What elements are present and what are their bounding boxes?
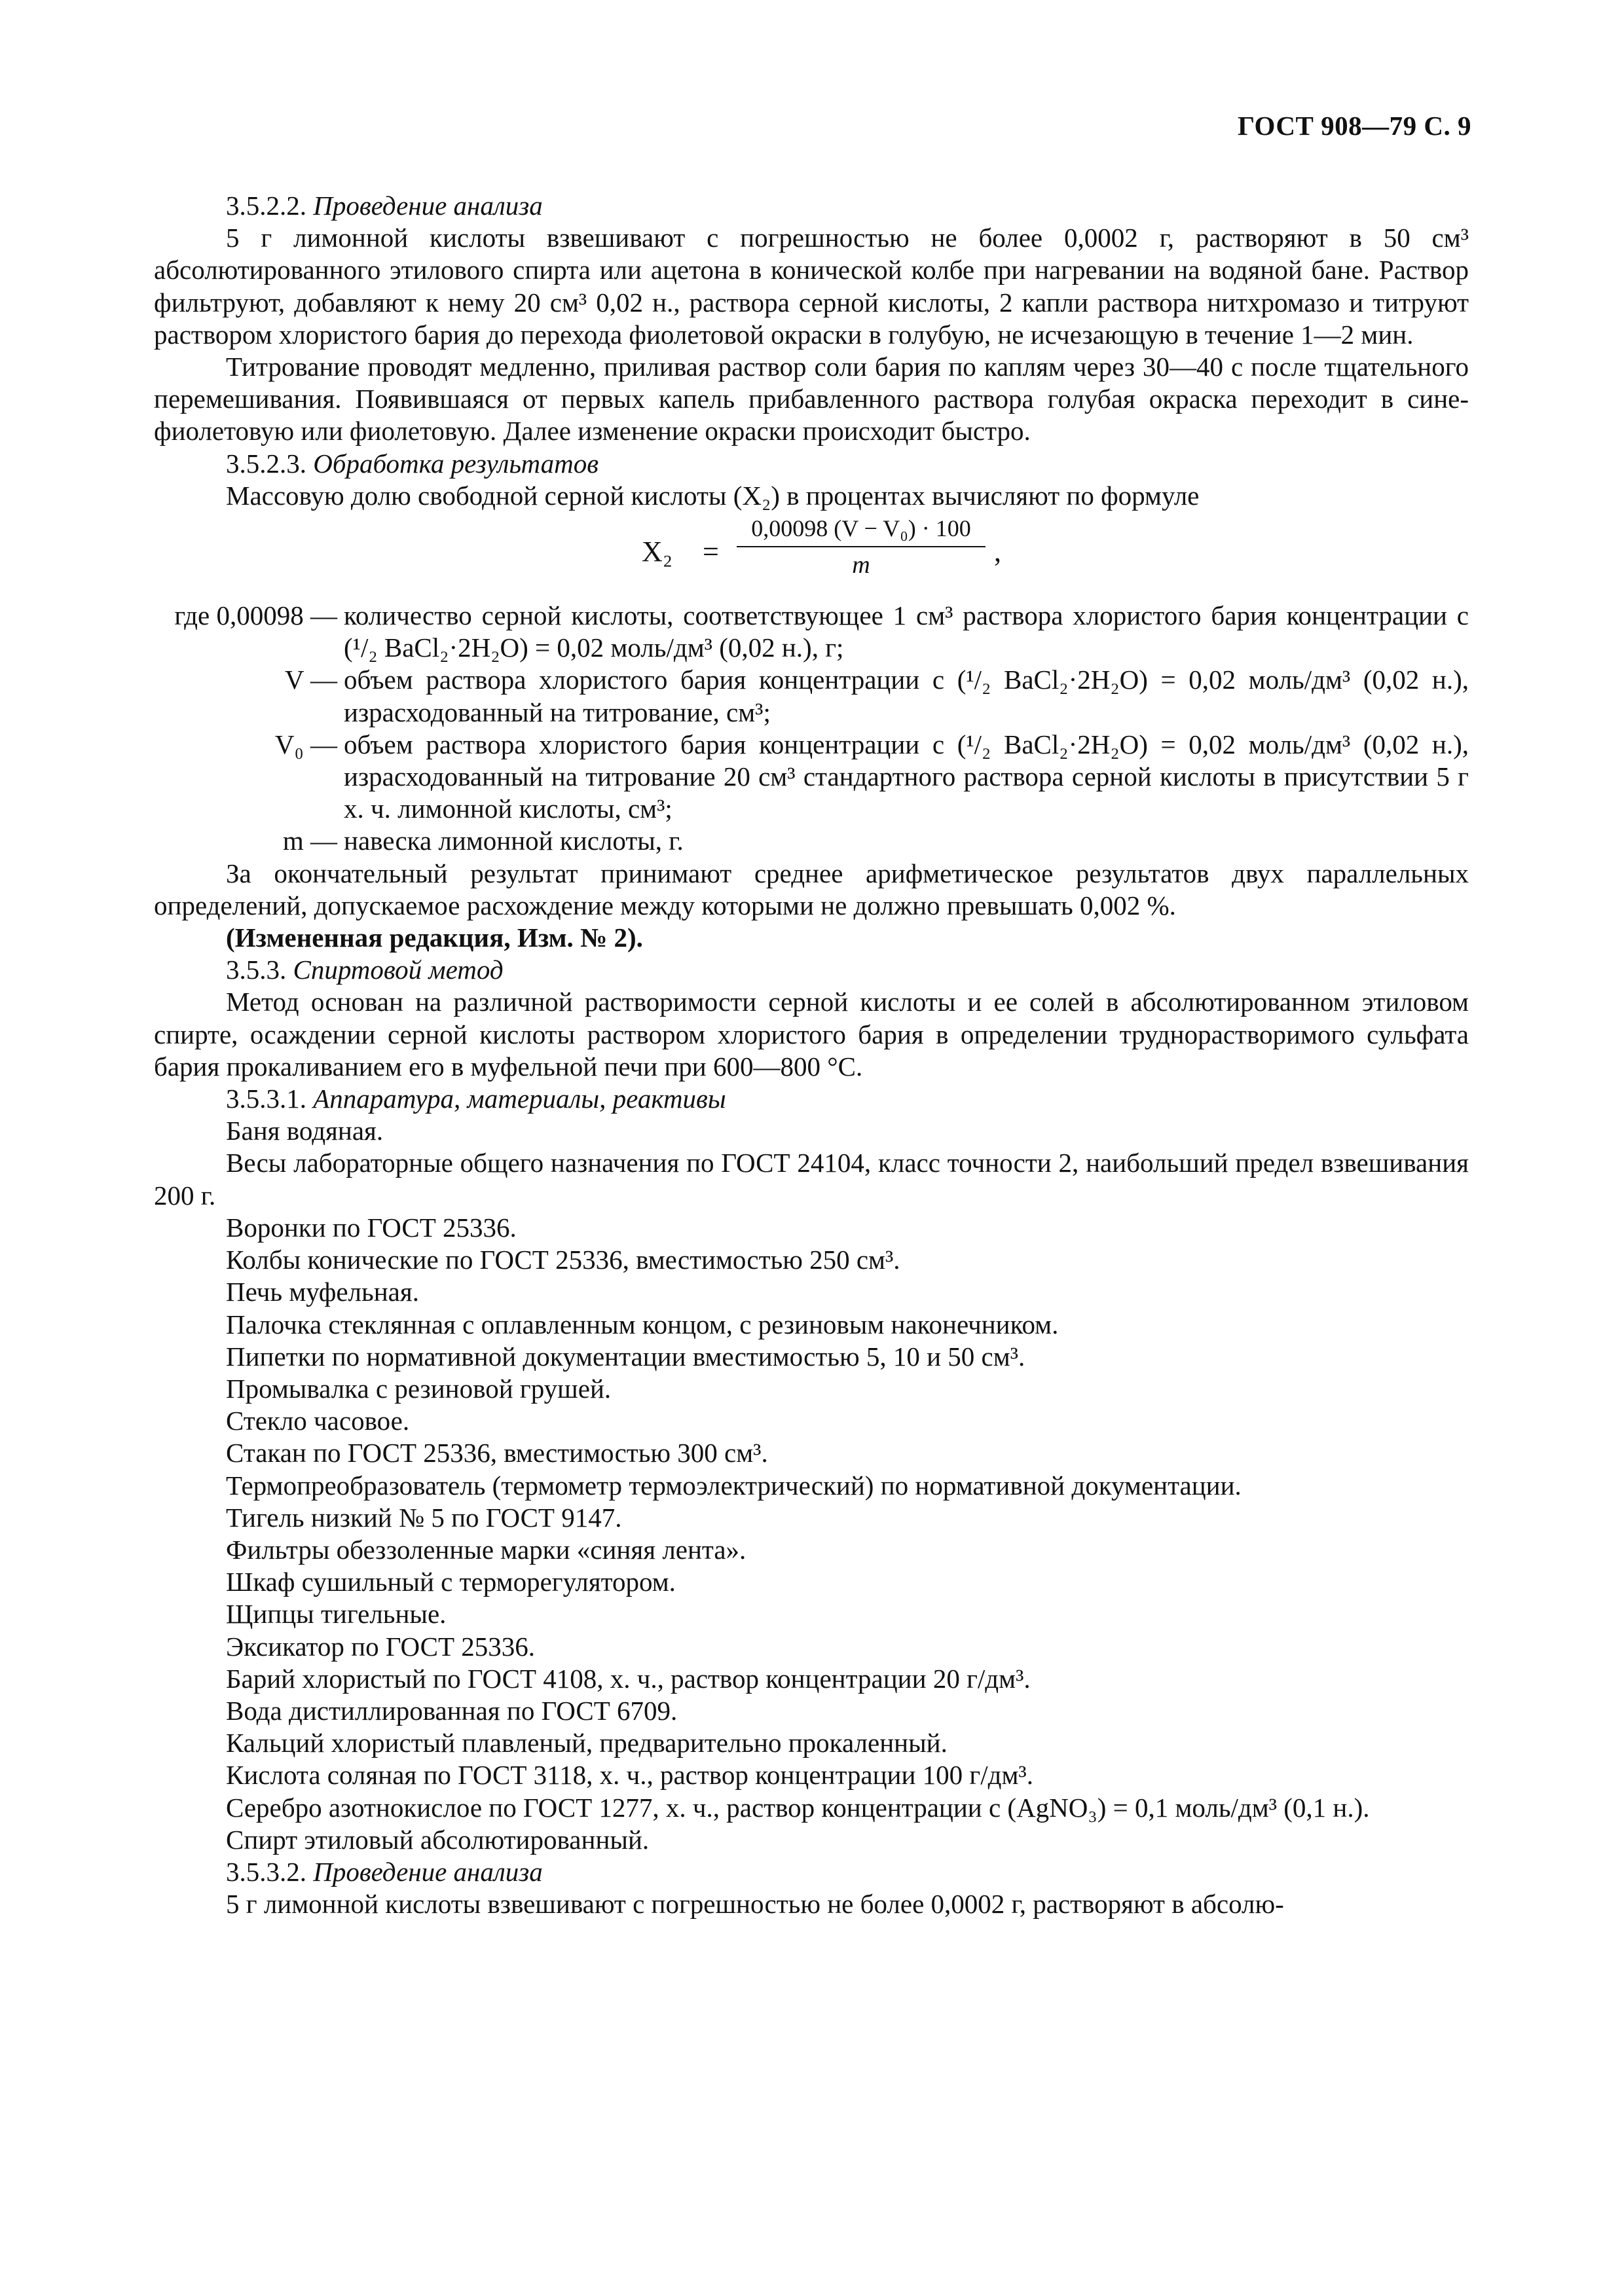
list-item: Стекло часовое. (226, 1406, 410, 1436)
section-3-5-3-heading (226, 954, 1469, 986)
section-title: Аппаратура, материалы, реактивы (313, 1084, 726, 1114)
definition-m (154, 825, 1469, 857)
section-title: Спиртовой метод (293, 955, 504, 985)
formula-numerator: 0,00098 (V − V₀) · 100 (751, 515, 971, 542)
section-title: Проведение анализа (313, 191, 543, 221)
section-title: Проведение анализа (313, 1856, 543, 1887)
paragraph-formula-intro: Массовую долю свободной серной кислоты (X₂) в процентах вычисляют по формуле (226, 480, 1200, 511)
definition-desc: объем раствора хлористого бария концентрации c (¹/₂ BaCl₂·2H₂O) = 0,02 моль/дм³ (0,02 н.), израсходованный на титрование 20 см³ стандартного раствора серной кислоты в присутствии 5 г х. ч. лимонной кислоты, см³; (344, 729, 1469, 824)
list-item: Фильтры обеззоленные марки «синяя лента». (226, 1534, 746, 1565)
definition-v0 (154, 729, 1469, 826)
formula-equals: = (703, 536, 719, 568)
list-item: Весы лабораторные общего назначения по ГОСТ 24104, класс точности 2, наибольший предел взвешивания 200 г. (154, 1148, 1469, 1211)
fraction-bar (737, 546, 986, 547)
section-3-5-3-1-heading (226, 1083, 1469, 1115)
paragraph-final-result: За окончательный результат принимают среднее арифметическое результатов двух параллельных определений, допускаемое расхождение между которыми не должно превышать 0,002 %. (154, 858, 1469, 920)
paragraph-analysis-continued: 5 г лимонной кислоты взвешивают с погрешностью не более 0,0002 г, растворяют в абсолю- (226, 1889, 1284, 1920)
list-item: Эксикатор по ГОСТ 25336. (226, 1631, 536, 1662)
formula-denominator: m (852, 551, 870, 579)
paragraph-titration: Титрование проводят медленно, приливая раствор соли бария по каплям через 30—40 с после тщательного перемешивания. Появившаяся от первых капель прибавленного раствора голубая окраска переходит в сине-фиолетовую или фиолетовую. Далее изменение окраски происходит быстро. (154, 352, 1469, 446)
list-item: Термопреобразователь (термометр термоэлектрический) по нормативной документации. (226, 1470, 1242, 1501)
list-item: Спирт этиловый абсолютированный. (226, 1824, 650, 1855)
definition-desc: навеска лимонной кислоты, г. (344, 826, 684, 856)
list-item: Печь муфельная. (226, 1277, 419, 1307)
definition-term: m — (282, 826, 337, 856)
list-item: Щипцы тигельные. (226, 1599, 447, 1630)
list-item: Палочка стеклянная с оплавленным концом, с резиновым наконечником. (226, 1309, 1059, 1339)
section-number: 3.5.3.1. (226, 1084, 306, 1114)
section-3-5-3-2-heading (226, 1856, 1469, 1888)
page-header: ГОСТ 908—79 С. 9 (1237, 111, 1471, 141)
formula-lhs: X₂ (642, 536, 673, 568)
section-number: 3.5.2.3. (226, 448, 306, 479)
list-item: Тигель низкий № 5 по ГОСТ 9147. (226, 1502, 622, 1533)
definition-desc: количество серной кислоты, соответствующее 1 см³ раствора хлористого бария концентрации c (¹/₂ BaCl₂·2H₂O) = 0,02 моль/дм³ (0,02 н.), г; (344, 600, 1469, 663)
list-item: Пипетки по нормативной документации вместимостью 5, 10 и 50 см³. (226, 1341, 1025, 1372)
paragraph-method: Метод основан на различной растворимости серной кислоты и ее солей в абсолютированном этиловом спирте, осаждении серной кислоты раствором хлористого бария в определении труднорастворимого сульфата бария прокаливанием его в муфельной печи при 600—800 °С. (154, 987, 1469, 1082)
list-item: Стакан по ГОСТ 25336, вместимостью 300 см³. (226, 1438, 768, 1468)
list-item: Барий хлористый по ГОСТ 4108, х. ч., раствор концентрации 20 г/дм³. (226, 1663, 1031, 1694)
list-item: Воронки по ГОСТ 25336. (226, 1212, 517, 1243)
definition-term: где 0,00098 — (174, 600, 337, 631)
section-number: 3.5.3.2. (226, 1856, 306, 1887)
list-item: Кальций хлористый плавленый, предварительно прокаленный. (226, 1728, 948, 1758)
list-item: Промывалка с резиновой грушей. (226, 1373, 612, 1404)
paragraph-analysis: 5 г лимонной кислоты взвешивают с погрешностью не более 0,0002 г, растворяют в 50 см³ абсолютированного этилового спирта или ацетона в конической колбе при нагревании на водяной бане. Раствор фильтруют, добавляют к нему 20 см³ 0,02 н., раствора серной кислоты, 2 капли раствора нитхромазо и титруют раствором хлористого бария до перехода фиолетовой окраски в голубую, не исчезающую в течение 1—2 мин. (154, 223, 1469, 350)
definition-term: V₀ — (274, 729, 337, 759)
definition-0-00098 (154, 600, 1469, 664)
definition-v (154, 664, 1469, 728)
list-item: Серебро азотнокислое по ГОСТ 1277, х. ч., раствор концентрации c (AgNO₃) = 0,1 моль/дм³ (0,1 н.). (226, 1792, 1370, 1823)
section-title: Обработка результатов (313, 448, 599, 479)
formula-x2 (154, 513, 1469, 594)
list-item: Колбы конические по ГОСТ 25336, вместимостью 250 см³. (226, 1245, 900, 1275)
list-item: Кислота соляная по ГОСТ 3118, х. ч., раствор концентрации 100 г/дм³. (226, 1760, 1033, 1791)
list-item: Шкаф сушильный с терморегулятором. (226, 1567, 676, 1597)
formula-fraction (737, 513, 986, 580)
definition-desc: объем раствора хлористого бария концентрации c (¹/₂ BaCl₂·2H₂O) = 0,02 моль/дм³ (0,02 н.), израсходованный на титрование, см³; (344, 665, 1469, 727)
section-3-5-2-2-heading (226, 190, 1469, 222)
section-3-5-2-3-heading (226, 448, 1469, 480)
list-item: Баня водяная. (226, 1116, 384, 1146)
amendment-note: (Измененная редакция, Изм. № 2). (226, 922, 643, 953)
list-item: Вода дистиллированная по ГОСТ 6709. (226, 1695, 678, 1726)
section-number: 3.5.2.2. (226, 191, 306, 221)
section-number: 3.5.3. (226, 955, 287, 985)
formula-comma: , (994, 536, 1001, 568)
document-body (154, 190, 1469, 1920)
definition-term: V — (284, 665, 337, 695)
